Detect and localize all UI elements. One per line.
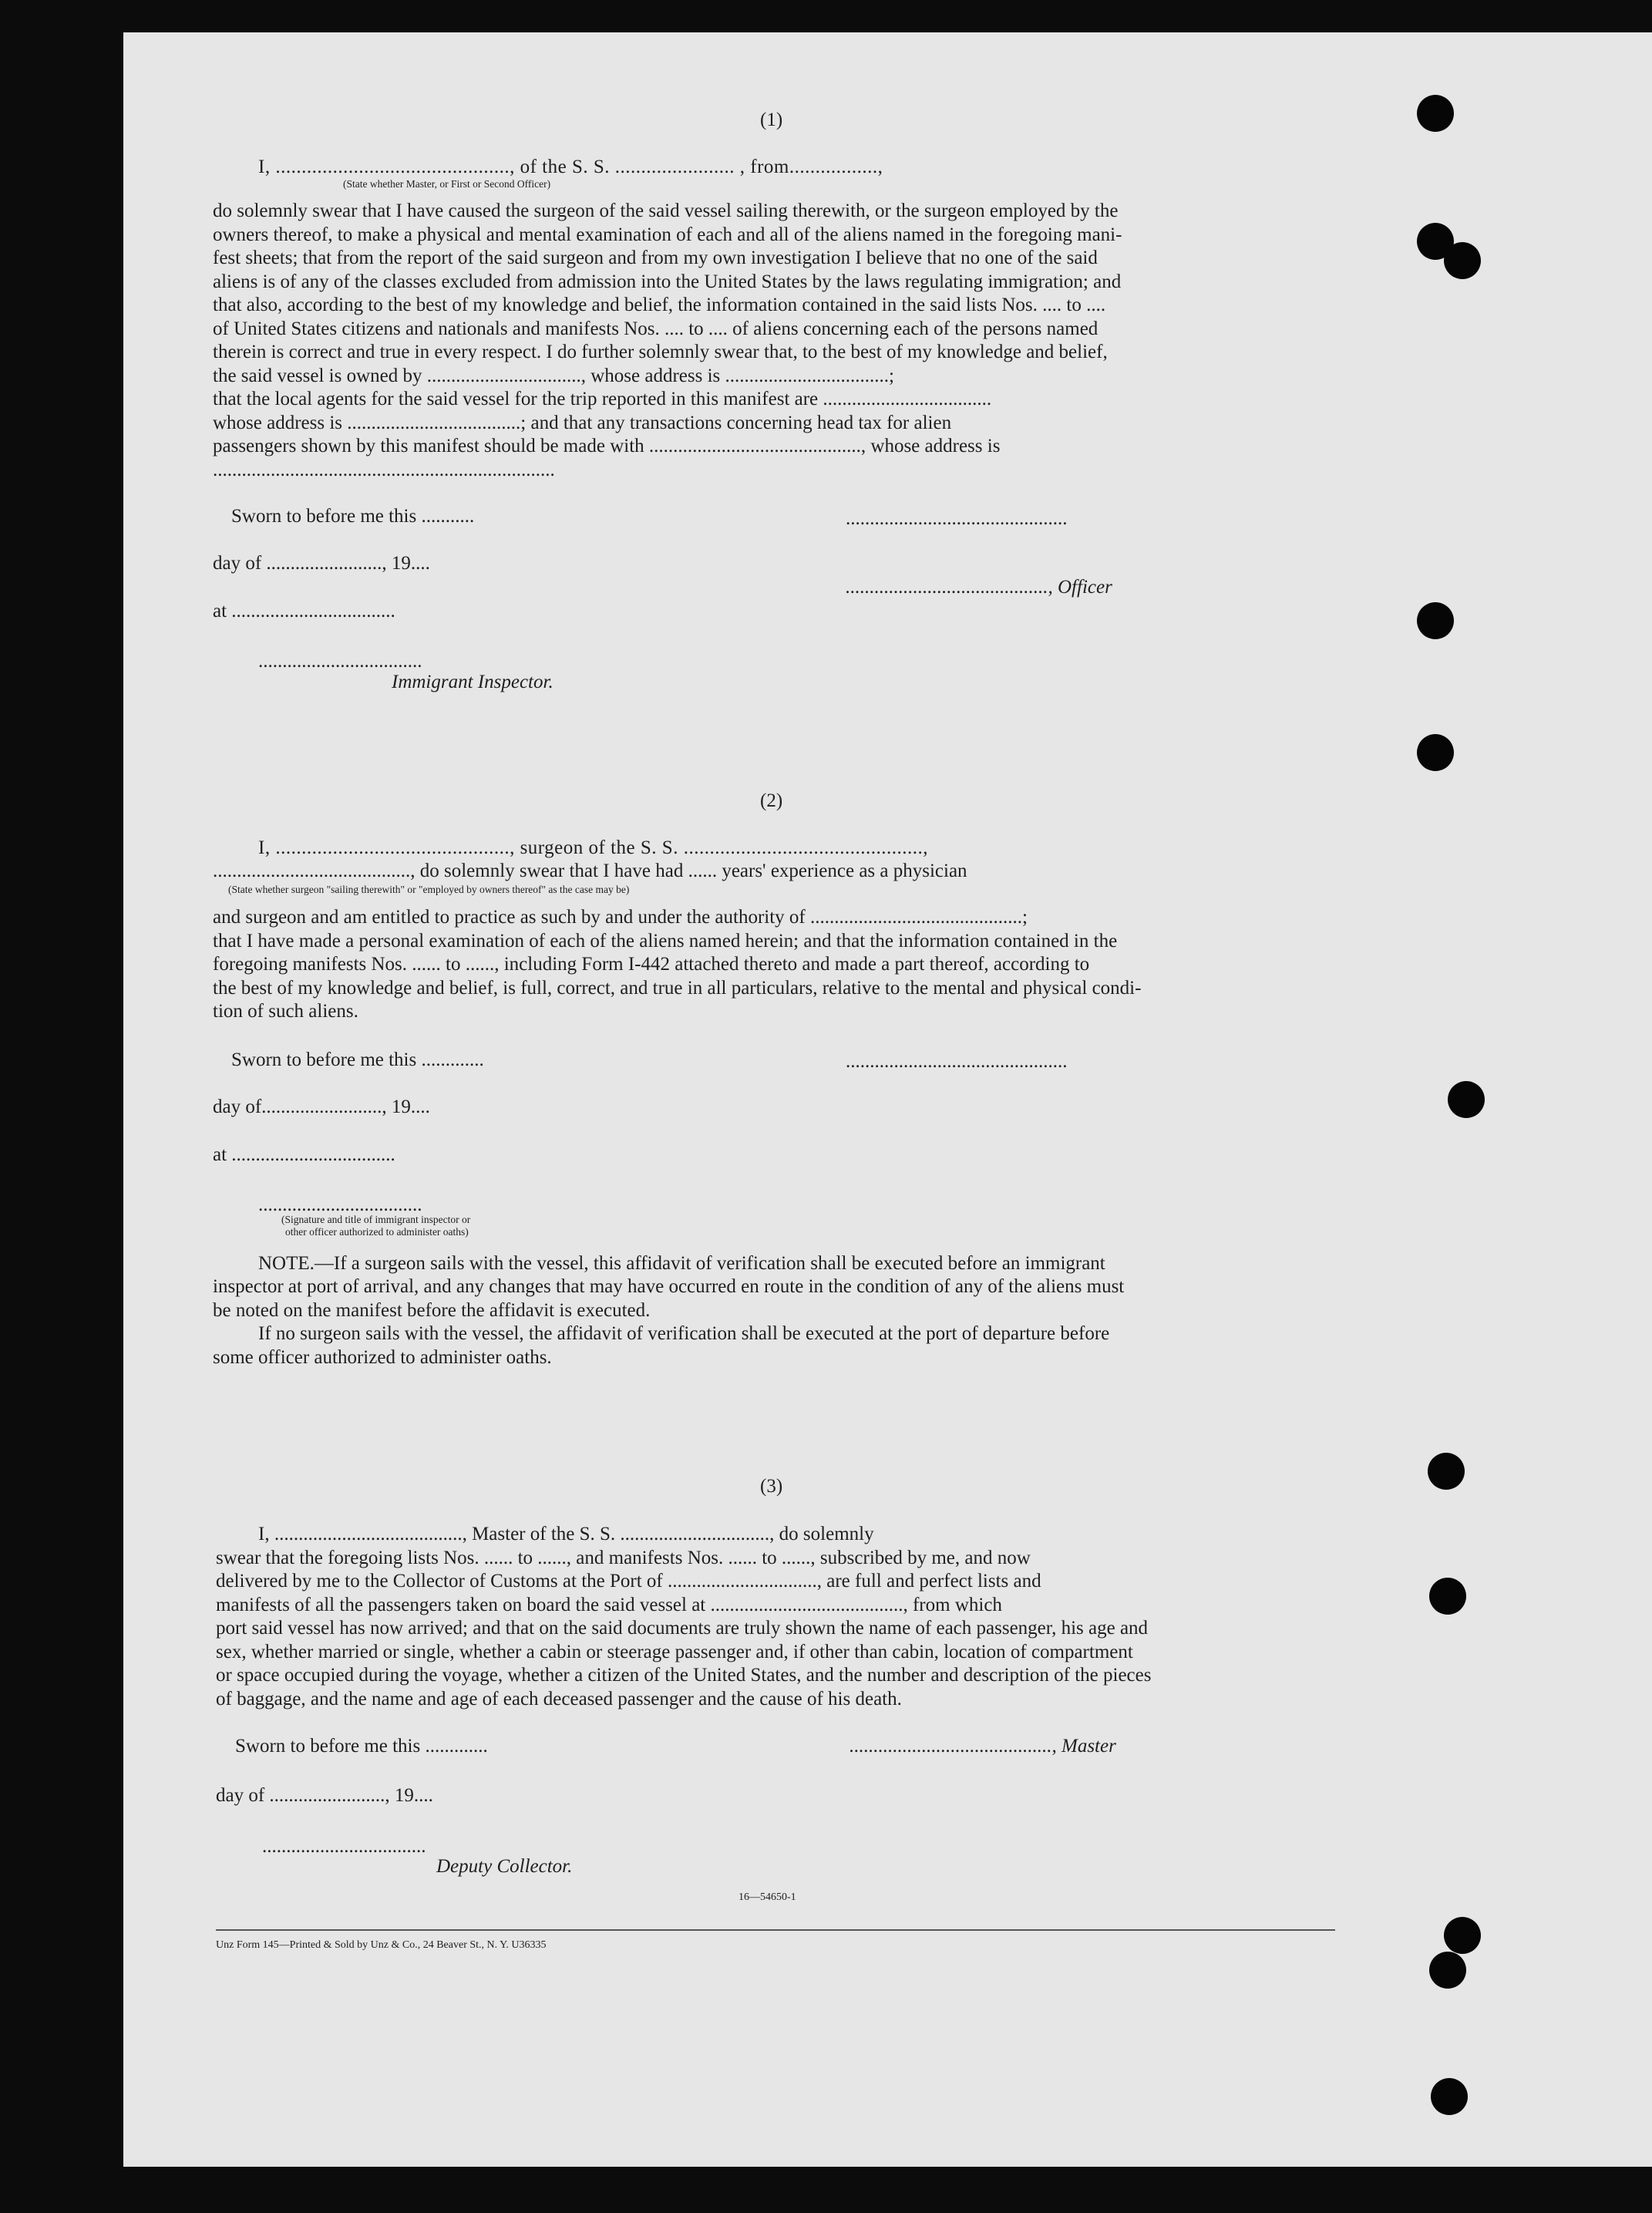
printer-footer: Unz Form 145—Printed & Sold by Unz & Co., 24 Beaver St., N. Y. U36335 (216, 1939, 547, 1951)
note-line: some officer authorized to administer oaths. (213, 1347, 552, 1368)
body-line: do solemnly swear that I have caused the surgeon of the said vessel sailing therewith, or the surgeon employed by the (213, 200, 1119, 221)
note-line: If no surgeon sails with the vessel, the affidavit of verification shall be executed at the port of departure before (258, 1323, 1110, 1344)
body-line: swear that the foregoing lists Nos. ...... to ......, and manifests Nos. ...... to ......, subscribed by me, and now (216, 1548, 1031, 1568)
section-2-sworn-line: Sworn to before me this ............. (231, 1049, 484, 1070)
section-3-collector-signature-line: .................................. (262, 1836, 426, 1857)
body-line: that the local agents for the said vessel for the trip reported in this manifest are ................................... (213, 389, 992, 409)
section-1-officer-line: .........................................., Officer (846, 577, 1112, 598)
section-1-sworn-line: Sworn to before me this ........... (231, 506, 475, 527)
body-line: whose address is ....................................; and that any transactions concerning head tax for alien (213, 413, 952, 433)
body-line: that I have made a personal examination of each of the aliens named herein; and that the information contained in the (213, 931, 1118, 952)
section-1-day-line: day of ........................, 19.... (213, 553, 430, 574)
body-line: the best of my knowledge and belief, is full, correct, and true in all particulars, relative to the mental and physical condi- (213, 978, 1142, 999)
form-number: 16—54650-1 (739, 1891, 796, 1903)
body-line: or space occupied during the voyage, whether a citizen of the United States, and the number and description of the pieces (216, 1665, 1152, 1686)
body-line: the said vessel is owned by ................................, whose address is ..................................; (213, 365, 894, 386)
body-line: that also, according to the best of my knowledge and belief, the information contained in the said lists Nos. .... to .... (213, 295, 1106, 315)
body-line: of United States citizens and nationals and manifests Nos. .... to .... of aliens concerning each of the persons named (213, 318, 1099, 339)
section-2-heading: (2) (760, 790, 783, 811)
section-1-signature-line: .............................................. (846, 508, 1068, 529)
body-line: foregoing manifests Nos. ...... to ......, including Form I-442 attached thereto and made a part thereof, according to (213, 954, 1090, 975)
body-line: therein is correct and true in every respect. I do further solemnly swear that, to the best of my knowledge and belief, (213, 342, 1108, 362)
section-1-first-line: I, ............................................., of the S. S. ....................... , from................., (258, 157, 883, 177)
section-2-signature-dots: .................................. (258, 1194, 422, 1215)
section-2-signature-line: .............................................. (846, 1051, 1068, 1072)
body-line: I, ......................................., Master of the S. S. ..............................., do solemnly (258, 1524, 874, 1544)
body-line: and surgeon and am entitled to practice as such by and under the authority of ............................................; (213, 907, 1028, 928)
body-line: owners thereof, to make a physical and mental examination of each and all of the aliens named in the foregoing mani- (213, 224, 1122, 245)
section-1-heading: (1) (760, 109, 783, 130)
note-line: NOTE.—If a surgeon sails with the vessel, this affidavit of verification shall be executed before an immigrant (258, 1253, 1105, 1274)
section-2-surgeon-caption: (State whether surgeon "sailing therewith" or "employed by owners thereof" as the case may be) (228, 884, 630, 895)
section-1-at-line: at .................................. (213, 601, 395, 621)
footer-divider (216, 1929, 1335, 1931)
section-1-inspector-label: Immigrant Inspector. (392, 672, 553, 692)
body-line: of baggage, and the name and age of each deceased passenger and the cause of his death. (216, 1689, 902, 1709)
body-line: aliens is of any of the classes excluded from admission into the United States by the laws regulating immigration; and (213, 271, 1122, 292)
section-2-day-line: day of........................., 19.... (213, 1096, 430, 1117)
note-line: be noted on the manifest before the affidavit is executed. (213, 1300, 651, 1321)
body-line: manifests of all the passengers taken on board the said vessel at ........................................, from which (216, 1595, 1002, 1615)
section-1-inspector-signature-line: .................................. (258, 651, 422, 672)
section-2-signature-caption: other officer authorized to administer oaths) (285, 1226, 469, 1238)
section-2-signature-caption: (Signature and title of immigrant inspector or (281, 1214, 471, 1225)
section-2-at-line: at .................................. (213, 1144, 395, 1165)
body-line: passengers shown by this manifest should be made with ............................................, whose address is (213, 436, 1001, 456)
section-2-second-line: ........................................., do solemnly swear that I have had ...... years' experience as a physician (213, 861, 967, 881)
body-line: ....................................................................... (213, 460, 555, 480)
body-line: delivered by me to the Collector of Customs at the Port of ..............................., are full and perfect lists and (216, 1571, 1041, 1592)
note-line: inspector at port of arrival, and any changes that may have occurred en route in the condition of any of the aliens must (213, 1276, 1125, 1297)
section-2-first-line: I, ............................................., surgeon of the S. S. .............................................., (258, 837, 928, 858)
section-1-officer-caption: (State whether Master, or First or Second Officer) (343, 178, 551, 190)
body-line: fest sheets; that from the report of the said surgeon and from my own investigation I believe that no one of the said (213, 248, 1098, 268)
body-line: sex, whether married or single, whether a cabin or steerage passenger and, if other than cabin, location of compartment (216, 1642, 1133, 1662)
section-3-day-line: day of ........................, 19.... (216, 1785, 433, 1806)
section-3-master-line: .........................................., Master (850, 1736, 1116, 1757)
section-3-heading: (3) (760, 1476, 783, 1497)
section-3-sworn-line: Sworn to before me this ............. (235, 1736, 488, 1757)
body-line: tion of such aliens. (213, 1001, 358, 1022)
body-line: port said vessel has now arrived; and that on the said documents are truly shown the name of each passenger, his age and (216, 1618, 1149, 1639)
section-3-collector-label: Deputy Collector. (436, 1856, 573, 1877)
